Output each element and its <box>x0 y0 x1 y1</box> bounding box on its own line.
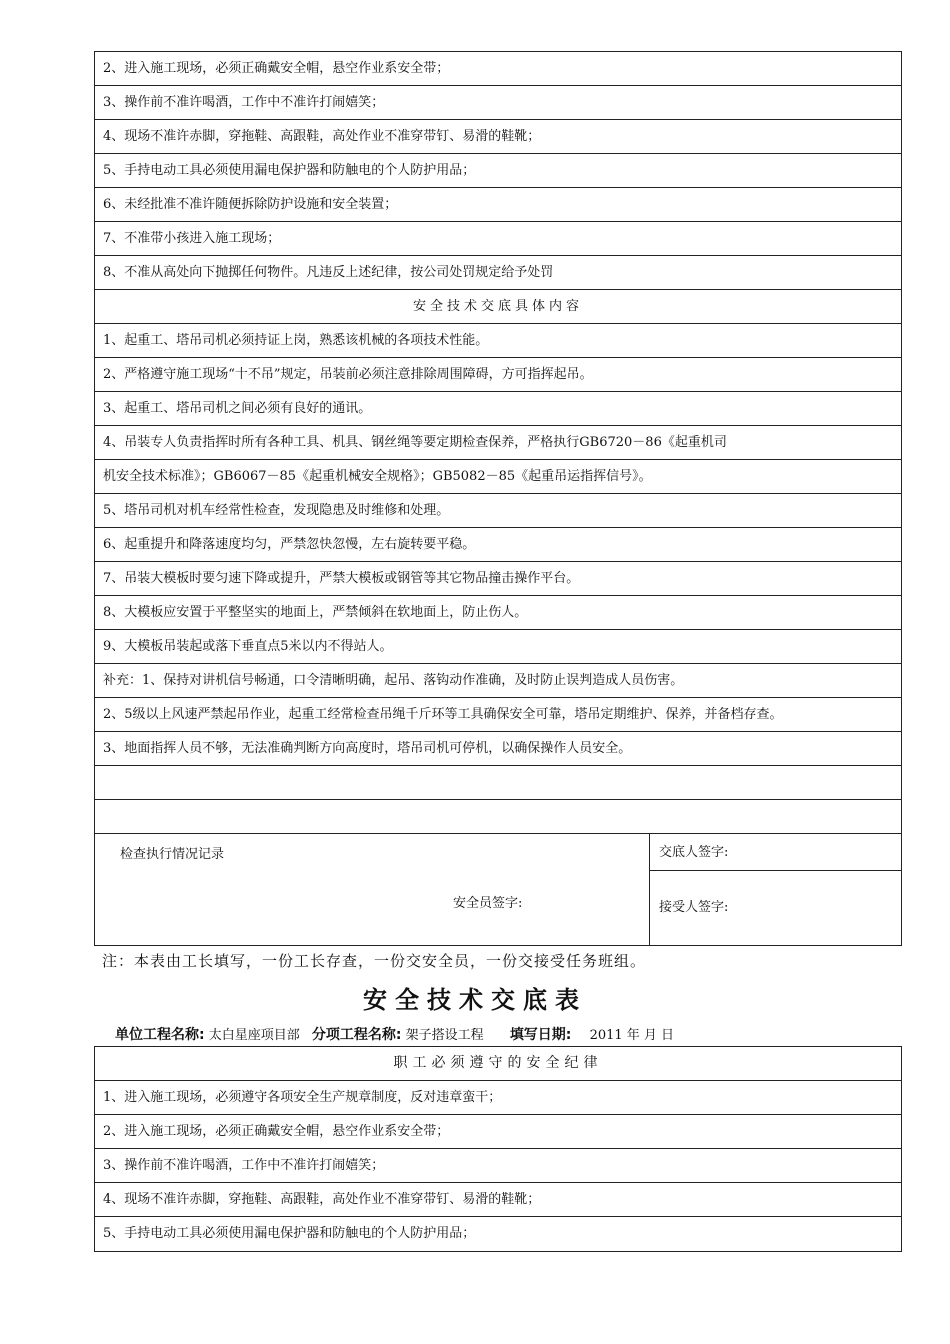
content-row: 6、起重提升和降落速度均匀，严禁忽快忽慢，左右旋转要平稳。 <box>95 528 901 562</box>
discipline-row: 2、进入施工现场，必须正确戴安全帽，悬空作业系安全带； <box>95 52 901 86</box>
signature-block <box>95 834 901 945</box>
check-record-label: 检查执行情况记录 <box>120 847 225 862</box>
discipline-row: 8、不准从高处向下抛掷任何物件。凡违反上述纪律，按公司处罚规定给予处罚 <box>95 256 901 290</box>
unit-project-label: 单位工程名称: <box>115 1027 205 1043</box>
date-label: 填写日期: <box>509 1027 572 1043</box>
unit-project-value[interactable]: 太白星座项目部 <box>208 1028 300 1043</box>
signature-cells <box>650 834 901 945</box>
safety-discipline-table <box>94 1046 902 1252</box>
discipline-row: 5、手持电动工具必须使用漏电保护器和防触电的个人防护用品； <box>103 1226 476 1241</box>
content-row: 7、吊装大模板时要匀速下降或提升，严禁大模板或钢管等其它物品撞击操作平台。 <box>95 562 901 596</box>
form-note: 注：本表由工长填写，一份工长存查，一份交安全员，一份交接受任务班组。 <box>102 952 647 970</box>
discipline-row: 7、不准带小孩进入施工现场； <box>95 222 901 256</box>
discipline-section-header: 职工必须遵守的安全纪律 <box>95 1047 901 1081</box>
page-title: 安全技术交底表 <box>363 986 587 1014</box>
content-row: 3、起重工、塔吊司机之间必须有良好的通讯。 <box>95 392 901 426</box>
date-value[interactable]: 2011 年 月 日 <box>589 1028 675 1043</box>
safety-briefing-table-continued <box>94 51 902 946</box>
content-row: 3、地面指挥人员不够，无法准确判断方向高度时，塔吊司机可停机，以确保操作人员安全。 <box>95 732 901 766</box>
handover-signature-field[interactable]: 交底人签字: <box>650 834 901 871</box>
discipline-row: 5、手持电动工具必须使用漏电保护器和防触电的个人防护用品； <box>95 154 901 188</box>
empty-row <box>95 766 901 800</box>
discipline-row: 4、现场不准许赤脚，穿拖鞋、高跟鞋，高处作业不准穿带钉、易滑的鞋靴； <box>95 1183 901 1217</box>
safety-officer-signature-label: 安全员签字: <box>453 896 523 911</box>
check-record-cell[interactable] <box>95 834 650 945</box>
content-row: 机安全技术标准》；GB6067－85《起重机械安全规格》；GB5082－85《起重吊运指挥信号》。 <box>95 460 901 494</box>
discipline-row: 2、进入施工现场，必须正确戴安全帽，悬空作业系安全带； <box>95 1115 901 1149</box>
content-row: 补充：1、保持对讲机信号畅通，口令清晰明确，起吊、落钩动作准确，及时防止误判造成人员伤害。 <box>95 664 901 698</box>
content-row: 9、大模板吊装起或落下垂直点5米以内不得站人。 <box>95 630 901 664</box>
content-row: 1、起重工、塔吊司机必须持证上岗，熟悉该机械的各项技术性能。 <box>95 324 901 358</box>
discipline-row: 3、操作前不准许喝酒，工作中不准许打闹嬉笑； <box>95 1149 901 1183</box>
empty-row <box>95 800 901 834</box>
discipline-row: 6、未经批准不准许随便拆除防护设施和安全装置； <box>95 188 901 222</box>
sub-project-value[interactable]: 架子搭设工程 <box>405 1028 484 1043</box>
content-section-header: 安全技术交底具体内容 <box>95 290 901 324</box>
form-meta-line <box>115 1024 682 1044</box>
receiver-signature-field[interactable]: 接受人签字: <box>659 900 729 915</box>
content-row: 2、5级以上风速严禁起吊作业，起重工经常检查吊绳千斤环等工具确保安全可靠，塔吊定期维护、保养，并备档存查。 <box>95 698 901 732</box>
content-row: 2、严格遵守施工现场“十不吊”规定，吊装前必须注意排除周围障碍，方可指挥起吊。 <box>95 358 901 392</box>
content-row: 8、大模板应安置于平整坚实的地面上，严禁倾斜在软地面上，防止伤人。 <box>95 596 901 630</box>
content-row: 4、吊装专人负责指挥时所有各种工具、机具、钢丝绳等要定期检查保养，严格执行GB6720－86《起重机司 <box>95 426 901 460</box>
discipline-row: 1、进入施工现场，必须遵守各项安全生产规章制度，反对违章蛮干； <box>95 1081 901 1115</box>
sub-project-label: 分项工程名称: <box>311 1027 402 1043</box>
discipline-row: 4、现场不准许赤脚，穿拖鞋、高跟鞋，高处作业不准穿带钉、易滑的鞋靴； <box>95 120 901 154</box>
discipline-row: 3、操作前不准许喝酒，工作中不准许打闹嬉笑； <box>95 86 901 120</box>
content-row: 5、塔吊司机对机车经常性检查，发现隐患及时维修和处理。 <box>95 494 901 528</box>
